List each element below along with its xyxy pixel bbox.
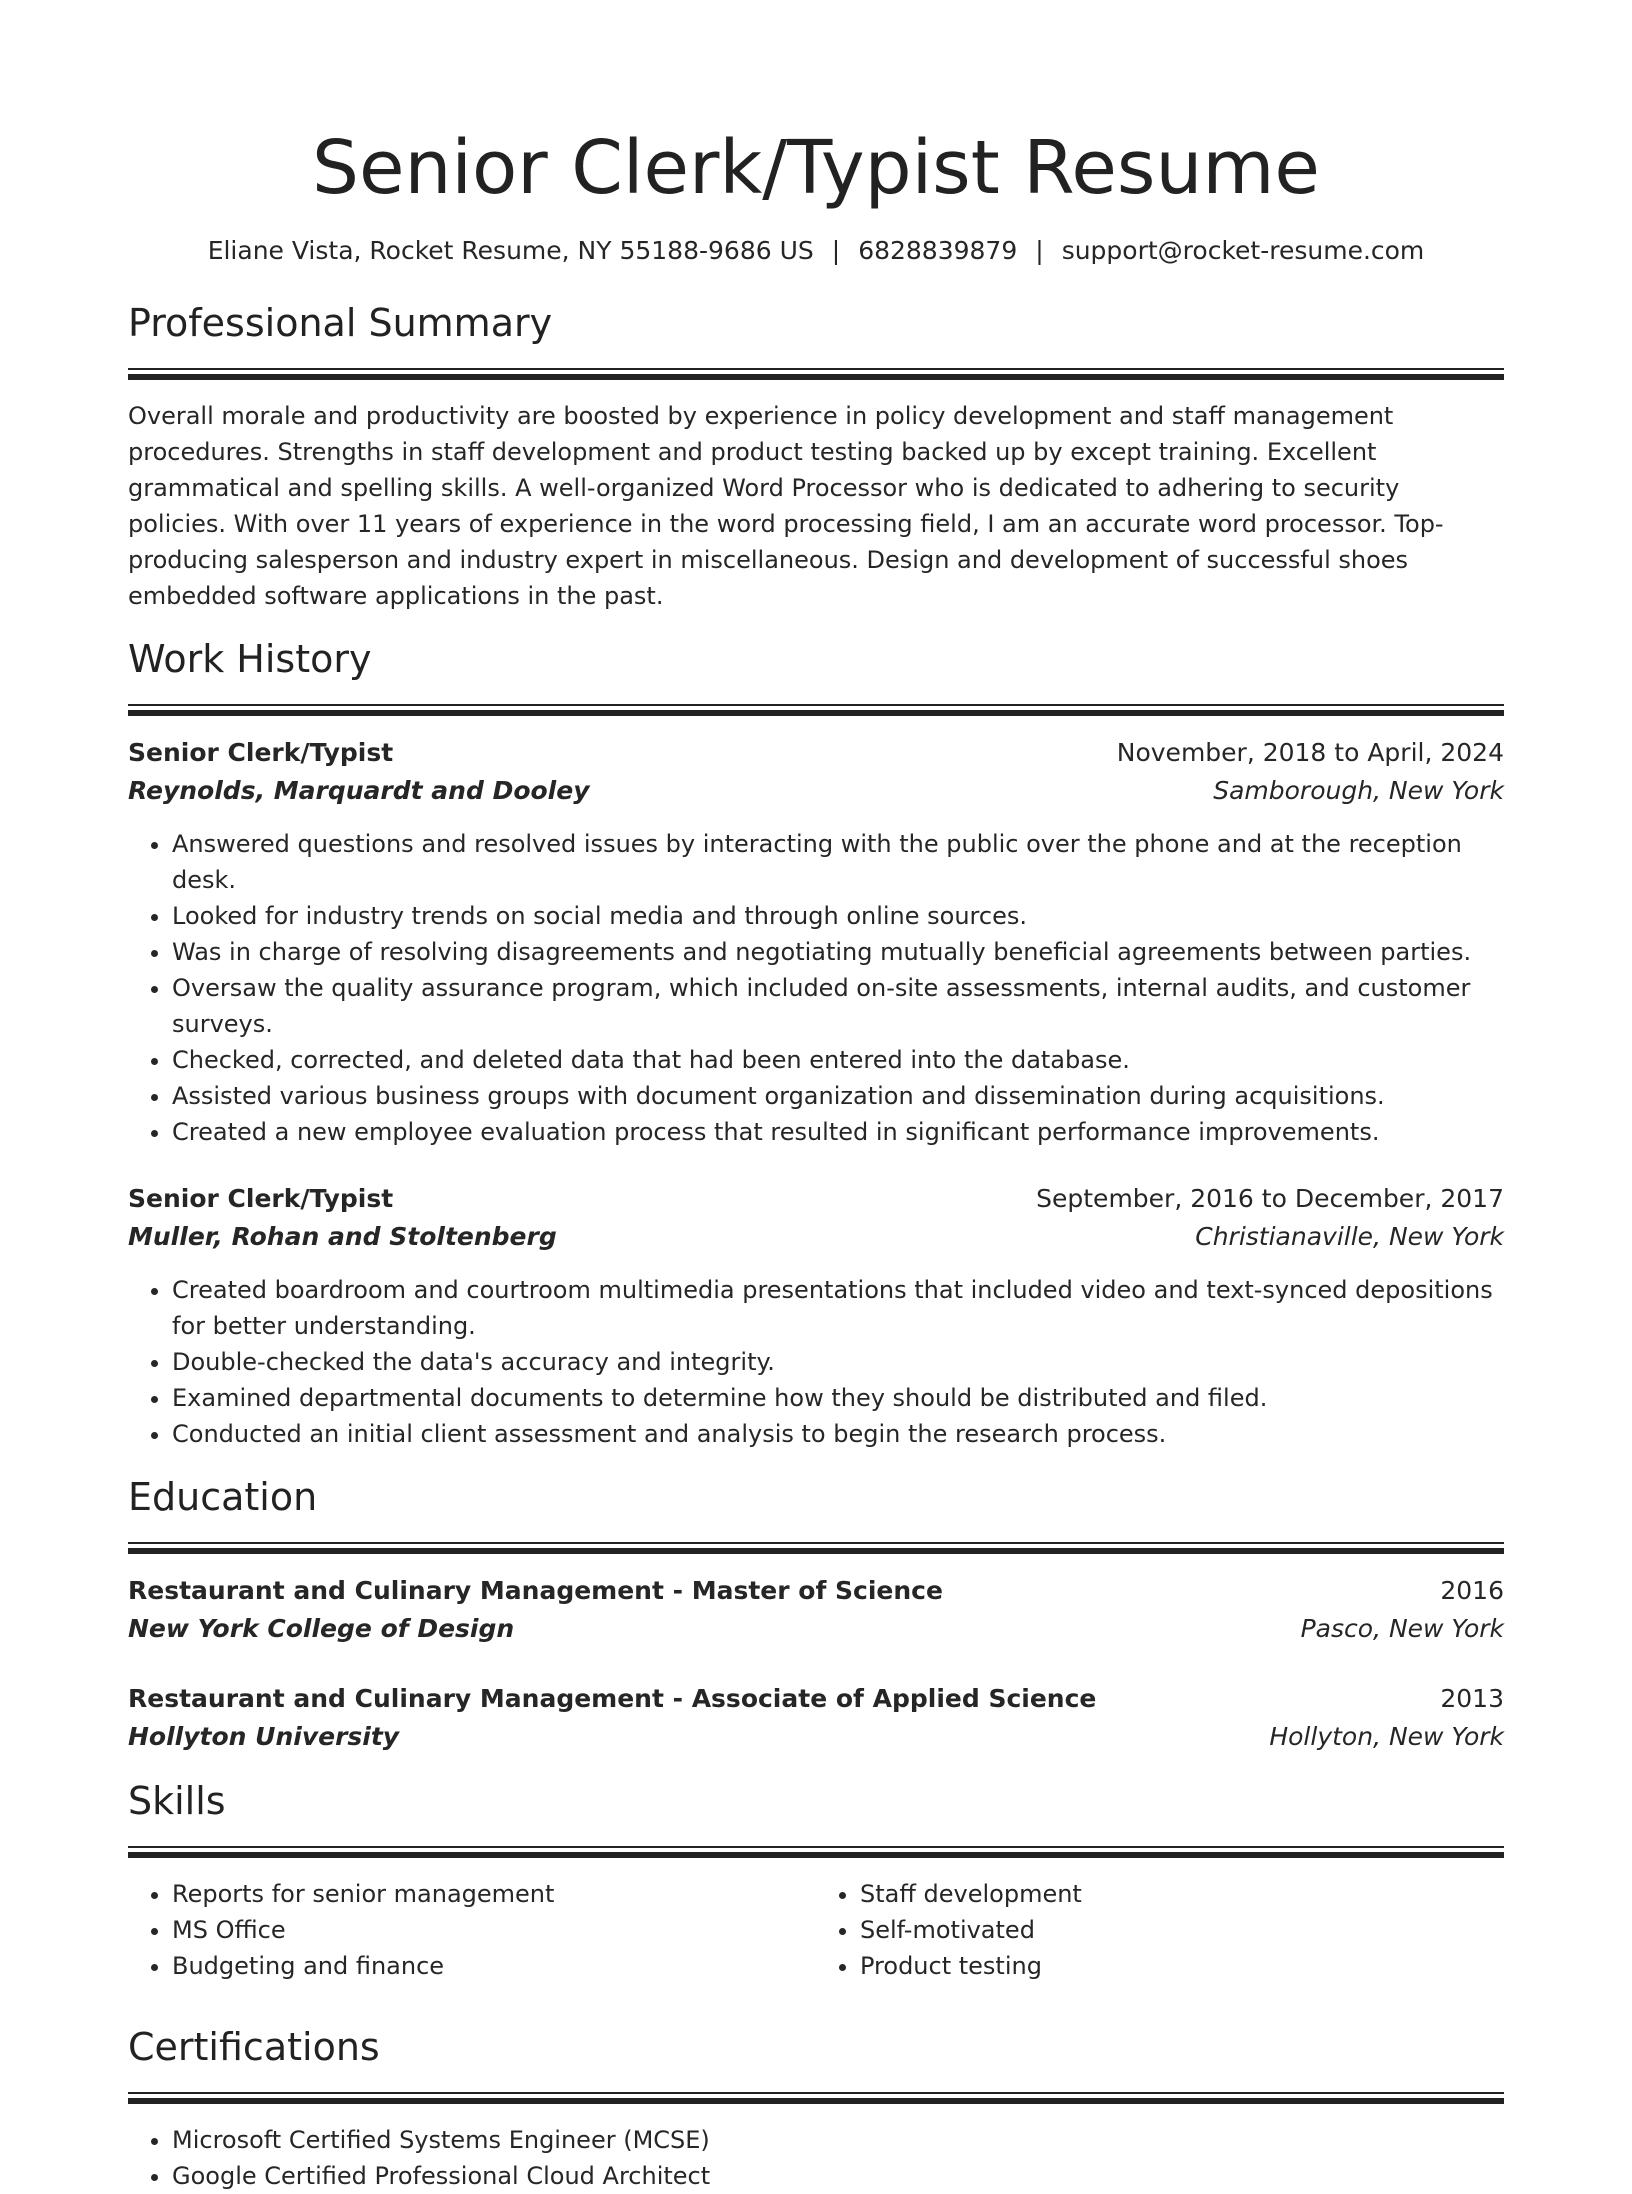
contact-address: Eliane Vista, Rocket Resume, NY 55188-9686 US [207, 236, 814, 265]
education-school: New York College of Design [128, 1614, 515, 1643]
education-year: 2016 [1440, 1576, 1504, 1605]
certifications-list [128, 2122, 1504, 2194]
section-divider [128, 1846, 1504, 1858]
list-item: • Examined departmental documents to determine how they should be distributed and filed. [172, 1380, 1504, 1416]
section-divider [128, 2092, 1504, 2104]
resume-title: Senior Clerk/Typist Resume [312, 125, 1320, 211]
contact-separator: | [1035, 236, 1044, 265]
list-item: • Staff development [860, 1876, 1504, 1912]
job-dates: September, 2016 to December, 2017 [1036, 1184, 1504, 1213]
section-divider [128, 1542, 1504, 1554]
list-item: • Assisted various business groups with document organization and dissemination during acquisitions. [172, 1078, 1504, 1114]
list-item: • Budgeting and finance [172, 1948, 816, 1984]
section-divider [128, 704, 1504, 716]
job-bullets [128, 826, 1504, 1150]
education-degree: Restaurant and Culinary Management - Master of Science [128, 1576, 943, 1605]
education-school: Hollyton University [128, 1722, 400, 1751]
list-item: • Reports for senior management [172, 1876, 816, 1912]
list-item: • Product testing [860, 1948, 1504, 1984]
job-title: Senior Clerk/Typist [128, 1184, 394, 1213]
work-section [128, 634, 1504, 1452]
skills-grid [128, 1876, 1504, 1984]
education-heading: Education [128, 1475, 318, 1519]
list-item: • Microsoft Certified Systems Engineer (MCSE) [172, 2122, 1504, 2158]
education-entry [128, 1572, 1504, 1648]
list-item: • Self-motivated [860, 1912, 1504, 1948]
section-divider [128, 368, 1504, 380]
list-item: • Google Certified Professional Cloud Architect [172, 2158, 1504, 2194]
summary-heading: Professional Summary [128, 301, 553, 345]
education-degree: Restaurant and Culinary Management - Associate of Applied Science [128, 1684, 1097, 1713]
list-item: • MS Office [172, 1912, 816, 1948]
certifications-heading: Certifications [128, 2025, 380, 2069]
job-entry [128, 1180, 1504, 1452]
list-item: • Checked, corrected, and deleted data that had been entered into the database. [172, 1042, 1504, 1078]
summary-text: Overall morale and productivity are boosted by experience in policy development and staff management procedures. Strengths in staff development and product testing backed up by except training. Excellent grammatical and spelling skills. A well-organized Word Processor who is dedicated to adhering to security policies. With over 11 years of experience in the word processing field, I am an accurate word processor. Top-producing salesperson and industry expert in miscellaneous. Design and development of successful shoes embedded software applications in the past. [128, 402, 1444, 610]
skills-section [128, 1776, 1504, 1984]
list-item: • Looked for industry trends on social media and through online sources. [172, 898, 1504, 934]
list-item: • Oversaw the quality assurance program, which included on-site assessments, internal audits, and customer surveys. [172, 970, 1504, 1042]
education-location: Hollyton, New York [1269, 1722, 1504, 1751]
job-location: Christianaville, New York [1195, 1222, 1504, 1251]
skills-list-right [816, 1876, 1504, 1984]
skills-list-left [128, 1876, 816, 1984]
summary-section [128, 298, 1504, 614]
education-section [128, 1472, 1504, 1756]
job-entry [128, 734, 1504, 1150]
list-item: • Was in charge of resolving disagreements and negotiating mutually beneficial agreements between parties. [172, 934, 1504, 970]
contact-email: support@rocket-resume.com [1061, 236, 1425, 265]
job-company: Reynolds, Marquardt and Dooley [128, 776, 590, 805]
contact-phone: 6828839879 [858, 236, 1018, 265]
contact-line [128, 234, 1504, 268]
job-company: Muller, Rohan and Stoltenberg [128, 1222, 557, 1251]
education-location: Pasco, New York [1300, 1614, 1504, 1643]
list-item: • Conducted an initial client assessment and analysis to begin the research process. [172, 1416, 1504, 1452]
skills-heading: Skills [128, 1779, 226, 1823]
certifications-section [128, 2022, 1504, 2194]
list-item: • Created a new employee evaluation process that resulted in significant performance improvements. [172, 1114, 1504, 1150]
education-year: 2013 [1440, 1684, 1504, 1713]
job-dates: November, 2018 to April, 2024 [1116, 738, 1504, 767]
work-heading: Work History [128, 637, 372, 681]
education-entry [128, 1680, 1504, 1756]
list-item: • Double-checked the data's accuracy and integrity. [172, 1344, 1504, 1380]
contact-separator: | [831, 236, 841, 265]
job-bullets [128, 1272, 1504, 1452]
job-location: Samborough, New York [1213, 776, 1504, 805]
list-item: • Created boardroom and courtroom multimedia presentations that included video and text-synced depositions for better understanding. [172, 1272, 1504, 1344]
list-item: • Answered questions and resolved issues by interacting with the public over the phone and at the reception desk. [172, 826, 1504, 898]
job-title: Senior Clerk/Typist [128, 738, 394, 767]
